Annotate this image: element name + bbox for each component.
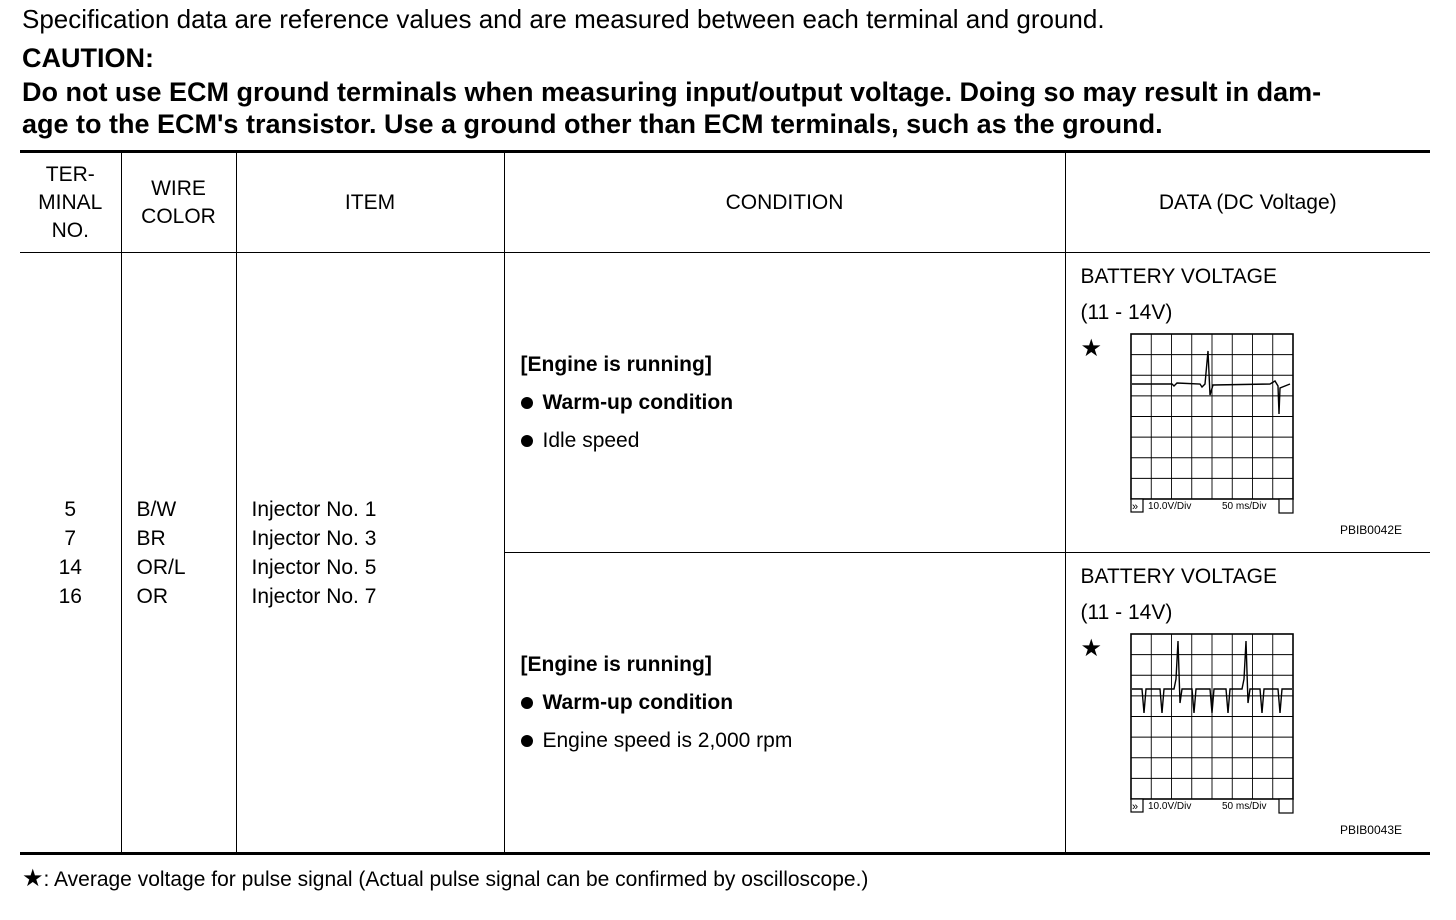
caution-body [22,76,1432,140]
battery-voltage-label: BATTERY VOLTAGE (11 - 14V) ★ [1081,259,1277,367]
terminal-no: 5 [64,497,77,521]
terminal-no: 7 [64,526,77,550]
item-name: Injector No. 1 [251,497,377,521]
header-condition: CONDITION [504,152,1065,253]
condition-item: Warm-up condition [521,384,1065,422]
scope-marker: » [1131,801,1138,813]
data-cell-2000rpm [1065,553,1430,854]
star-icon: ★ [1080,635,1103,662]
condition-head: [Engine is running] [520,652,712,676]
terminal-cell [20,253,121,854]
condition-cell-idle [504,253,1065,553]
figure-code: PBIB0042E [1339,523,1402,537]
oscilloscope-waveform-idle [1130,333,1300,515]
item-cell [236,253,504,854]
caution-line-1: Do not use ECM ground terminals when measuring input/output voltage. Doing so may result in dam- [22,77,1322,107]
data-cell-idle [1065,253,1430,553]
scope-corner-box [1279,799,1293,813]
item-name: Injector No. 3 [251,526,377,550]
battery-voltage-label: BATTERY VOLTAGE (11 - 14V) ★ [1081,559,1277,667]
header-terminal-no: TER- MINAL NO. [20,152,121,253]
wire-color-cell [121,253,236,854]
wire-color: OR [136,584,168,608]
scope-volts-div: 10.0V/Div [1147,801,1191,812]
scope-time-div: 50 ms/Div [1221,501,1266,512]
scope-volts-div: 10.0V/Div [1147,501,1191,512]
condition-item: Warm-up condition [521,684,1065,722]
footnote [22,864,868,895]
wire-color: OR/L [136,555,186,579]
star-icon: ★ [1080,335,1103,362]
wire-color: BR [136,526,166,550]
scope-marker: » [1131,501,1138,513]
item-name: Injector No. 5 [251,555,377,579]
header-wire-color: WIRE COLOR [121,152,236,253]
bullet-icon [521,397,533,409]
bullet-icon [521,735,533,747]
header-item: ITEM [236,152,504,253]
footnote-text: : Average voltage for pulse signal (Actual pulse signal can be confirmed by oscilloscope.) [43,868,869,891]
bullet-icon [521,697,533,709]
scope-corner-box [1279,499,1293,513]
scope-time-div: 50 ms/Div [1221,801,1266,812]
star-icon: ★ [22,865,44,892]
caution-title: CAUTION: [22,43,154,73]
figure-code: PBIB0043E [1339,823,1402,837]
condition-item: Idle speed [521,422,1065,460]
bullet-icon [521,435,533,447]
wire-color: B/W [136,497,177,521]
terminal-no: 14 [58,555,82,579]
caution-line-2: age to the ECM's transistor. Use a ground other than ECM terminals, such as the ground. [22,109,1163,139]
item-name: Injector No. 7 [251,584,377,608]
header-data: DATA (DC Voltage) [1065,152,1430,253]
ecm-spec-table [20,150,1430,855]
oscilloscope-waveform-2000rpm [1130,633,1300,815]
condition-item: Engine speed is 2,000 rpm [521,722,1065,760]
condition-cell-2000rpm [504,553,1065,854]
terminal-no: 16 [58,584,82,608]
condition-head: [Engine is running] [520,352,712,376]
intro-text: Specification data are reference values and are measured between each terminal and ground. [22,4,1105,34]
